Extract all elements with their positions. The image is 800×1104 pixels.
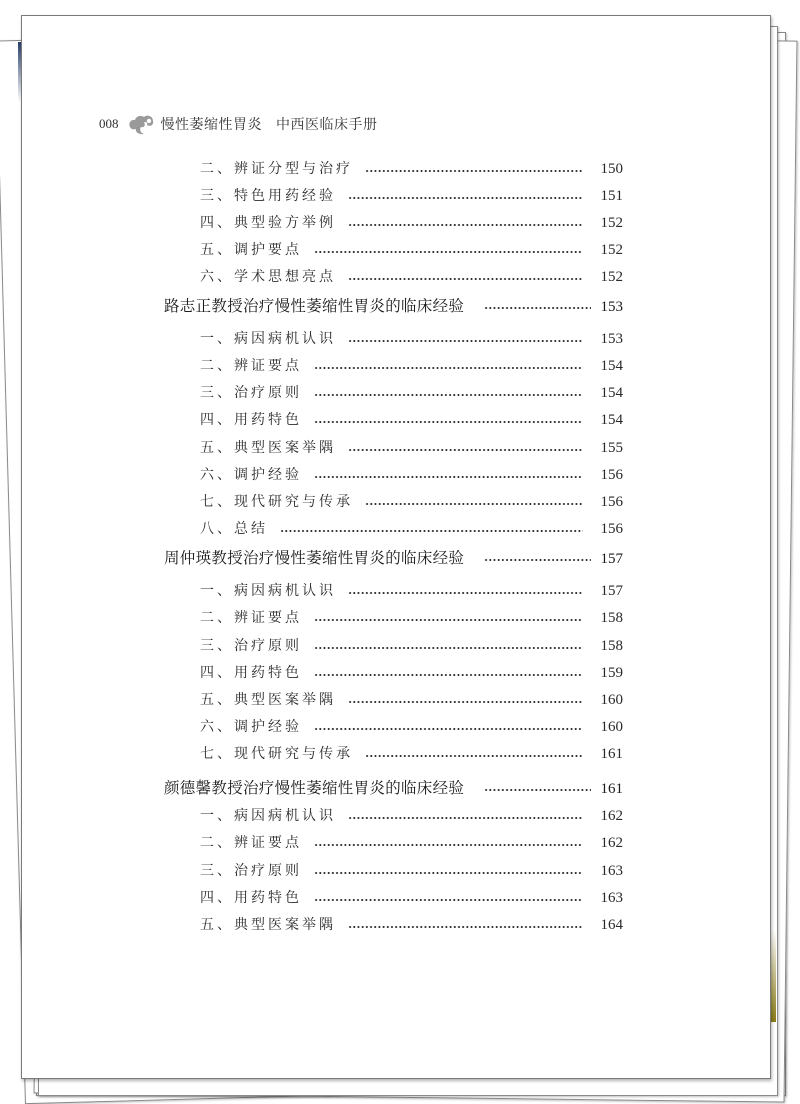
toc-entry-title: 二、辨证要点 — [200, 835, 302, 851]
toc-section-entry[interactable] — [200, 158, 623, 178]
toc-page-number: 162 — [600, 808, 623, 824]
toc-page-number: 153 — [600, 299, 623, 315]
toc-page-number: 152 — [600, 215, 623, 231]
toc-page-number: 156 — [600, 467, 623, 483]
toc-section-entry[interactable] — [200, 743, 623, 763]
toc-section-entry[interactable] — [200, 832, 623, 852]
dot-leader — [314, 619, 583, 621]
dot-leader — [348, 340, 583, 342]
toc-page-number: 151 — [600, 188, 623, 204]
dot-leader — [348, 197, 583, 199]
toc-page-number: 155 — [600, 440, 623, 456]
dot-leader — [348, 449, 583, 451]
toc-page-number: 158 — [600, 638, 623, 654]
dot-leader — [348, 701, 583, 703]
toc-entry-title: 四、用药特色 — [200, 890, 302, 906]
toc-section-entry[interactable] — [200, 805, 623, 825]
dot-leader — [314, 674, 583, 676]
toc-entry-title: 七、现代研究与传承 — [200, 494, 353, 510]
toc-section-entry[interactable] — [200, 185, 623, 205]
toc-section-entry[interactable] — [200, 382, 623, 402]
toc-section-entry[interactable] — [200, 437, 623, 457]
toc-entry-title: 五、典型医案举隅 — [200, 692, 336, 708]
toc-entry-title: 四、用药特色 — [200, 412, 302, 428]
toc-entry-title: 周仲瑛教授治疗慢性萎缩性胃炎的临床经验 — [164, 549, 465, 567]
dot-leader — [314, 394, 583, 396]
toc-page-number: 150 — [600, 161, 623, 177]
toc-section-entry[interactable] — [200, 860, 623, 880]
toc-section-entry[interactable] — [200, 328, 623, 348]
toc-page-number: 161 — [600, 746, 623, 762]
toc-chapter-entry[interactable] — [164, 776, 623, 798]
toc-page-number: 154 — [600, 358, 623, 374]
toc-entry-title: 六、学术思想亮点 — [200, 269, 336, 285]
cloud-swirl-icon — [127, 113, 155, 135]
toc-page-number: 157 — [600, 551, 623, 567]
toc-section-entry[interactable] — [200, 239, 623, 259]
toc-page-number: 160 — [600, 692, 623, 708]
toc-section-entry[interactable] — [200, 887, 623, 907]
toc-section-entry[interactable] — [200, 266, 623, 286]
toc-entry-title: 八、总结 — [200, 521, 268, 537]
toc-section-entry[interactable] — [200, 464, 623, 484]
dot-leader — [365, 170, 583, 172]
dot-leader — [348, 926, 583, 928]
toc-page-number: 159 — [600, 665, 623, 681]
toc-entry-title: 路志正教授治疗慢性萎缩性胃炎的临床经验 — [164, 297, 465, 315]
dot-leader — [484, 559, 591, 561]
toc-entry-title: 四、典型验方举例 — [200, 215, 336, 231]
toc-entry-title: 一、病因病机认识 — [200, 583, 336, 599]
toc-entry-title: 五、典型医案举隅 — [200, 917, 336, 933]
toc-page-number: 162 — [600, 835, 623, 851]
toc-page-number: 161 — [600, 781, 623, 797]
toc-page-number: 156 — [600, 521, 623, 537]
dot-leader — [314, 367, 583, 369]
toc-section-entry[interactable] — [200, 689, 623, 709]
toc-page-number: 154 — [600, 385, 623, 401]
book-title: 慢性萎缩性胃炎 — [160, 117, 262, 133]
toc-entry-title: 四、用药特色 — [200, 665, 302, 681]
dot-leader — [280, 530, 583, 532]
dot-leader — [365, 755, 583, 757]
dot-leader — [484, 789, 591, 791]
dot-leader — [314, 476, 583, 478]
toc-entry-title: 三、治疗原则 — [200, 385, 302, 401]
dot-leader — [314, 844, 583, 846]
toc-page-number: 157 — [600, 583, 623, 599]
toc-page-number: 164 — [600, 917, 623, 933]
toc-section-entry[interactable] — [200, 409, 623, 429]
toc-section-entry[interactable] — [200, 212, 623, 232]
toc-section-entry[interactable] — [200, 580, 623, 600]
toc-section-entry[interactable] — [200, 635, 623, 655]
dot-leader — [314, 899, 583, 901]
toc-page-number: 156 — [600, 494, 623, 510]
toc-chapter-entry[interactable] — [164, 294, 623, 316]
toc-page-number: 158 — [600, 610, 623, 626]
book-page — [21, 15, 771, 1079]
dot-leader — [348, 817, 583, 819]
toc-entry-title: 一、病因病机认识 — [200, 808, 336, 824]
toc-section-entry[interactable] — [200, 355, 623, 375]
toc-entry-title: 七、现代研究与传承 — [200, 746, 353, 762]
toc-page-number: 153 — [600, 331, 623, 347]
dot-leader — [314, 421, 583, 423]
toc-entry-title: 二、辨证要点 — [200, 610, 302, 626]
dot-leader — [348, 592, 583, 594]
page-number: 008 — [99, 116, 119, 131]
toc-entry-title: 六、调护经验 — [200, 467, 302, 483]
dot-leader — [365, 503, 583, 505]
dot-leader — [314, 251, 583, 253]
dot-leader — [314, 728, 583, 730]
dot-leader — [314, 872, 583, 874]
toc-entry-title: 一、病因病机认识 — [200, 331, 336, 347]
toc-page-number: 152 — [600, 242, 623, 258]
toc-section-entry[interactable] — [200, 518, 623, 538]
toc-entry-title: 三、治疗原则 — [200, 638, 302, 654]
dot-leader — [348, 224, 583, 226]
toc-entry-title: 五、调护要点 — [200, 242, 302, 258]
toc-entry-title: 颜德馨教授治疗慢性萎缩性胃炎的临床经验 — [164, 779, 465, 797]
toc-page-number: 160 — [600, 719, 623, 735]
toc-section-entry[interactable] — [200, 491, 623, 511]
toc-entry-title: 三、治疗原则 — [200, 863, 302, 879]
toc-entry-title: 二、辨证要点 — [200, 358, 302, 374]
book-subtitle: 中西医临床手册 — [276, 117, 378, 133]
toc-section-entry[interactable] — [200, 914, 623, 934]
running-header — [99, 112, 378, 136]
toc-section-entry[interactable] — [200, 716, 623, 736]
toc-entry-title: 五、典型医案举隅 — [200, 440, 336, 456]
toc-entry-title: 三、特色用药经验 — [200, 188, 336, 204]
toc-page-number: 152 — [600, 269, 623, 285]
toc-entry-title: 六、调护经验 — [200, 719, 302, 735]
toc-page-number: 163 — [600, 890, 623, 906]
dot-leader — [314, 647, 583, 649]
toc-section-entry[interactable] — [200, 662, 623, 682]
toc-page-number: 154 — [600, 412, 623, 428]
toc-chapter-entry[interactable] — [164, 546, 623, 568]
toc-section-entry[interactable] — [200, 607, 623, 627]
dot-leader — [484, 307, 591, 309]
dot-leader — [348, 278, 583, 280]
toc-entry-title: 二、辨证分型与治疗 — [200, 161, 353, 177]
toc-page-number: 163 — [600, 863, 623, 879]
